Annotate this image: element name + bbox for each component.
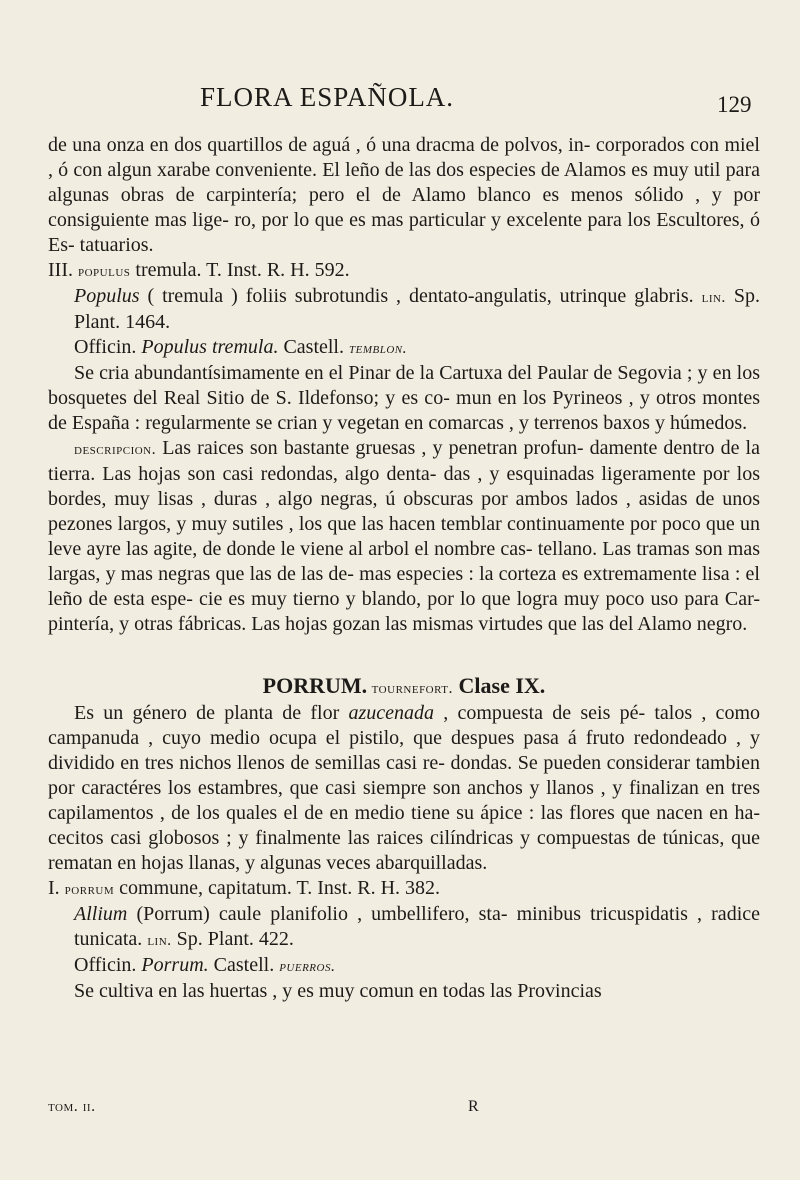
- description-label: descripcion.: [74, 441, 157, 458]
- officin-name: Populus tremula.: [141, 336, 279, 358]
- species-1-heading: [48, 876, 760, 902]
- species-epithet: tremula. T. Inst. R. H. 592.: [130, 259, 350, 281]
- page-footer: [48, 1098, 760, 1116]
- genus-text-part2: , compuesta de seis pé- talos , como campanuda , cuyo medio ocupa el pistilo, que despues pasa á fruto redondeado , y dividido en tres nichos llenos de semillas casi re- dondas. Se pueden considerar tambien por caractéres los estambres, que casi siempre son anchos y llanos , y finalizan en tres capilamentos , de los quales el de en medio tiene su ápice : las flores que nacen en ha- cecitos casi globosos ; y finalmente las raices cilíndricas y compuestas de túnicas, que rematan en hojas llanas, y algunas veces abarquilladas.: [48, 702, 760, 874]
- linnaeus-reference: Sp. Plant. 422.: [171, 928, 294, 950]
- species-1-habitat: Se cultiva en las huertas , y es muy comun en todas las Provincias: [74, 980, 602, 1002]
- page-body: [48, 133, 760, 1004]
- intro-paragraph: de una onza en dos quartillos de aguá , ó una dracma de polvos, in- corporados con miel , ó con algun xarabe conveniente. El leño de las dos especies de Alamos es muy util para algunas obras de carpintería; pero el de Alamo blanco es menos sólido , y por consiguiente mas lige- ro, por lo que es mas particular y excelente para los Escultores, ó Es- tatuarios.: [48, 134, 760, 256]
- linnaeus-reference: Sp. Plant. 1464.: [74, 285, 760, 333]
- genus-description: [48, 701, 760, 876]
- species-numeral: I.: [48, 877, 60, 899]
- species-numeral: III.: [48, 259, 73, 281]
- officin-label: Officin.: [74, 336, 142, 358]
- section-heading: [48, 673, 760, 701]
- section-class: Clase IX.: [453, 673, 546, 698]
- species-3-officinal: [48, 335, 760, 361]
- genus-text-part1: Es un género de planta de flor: [74, 702, 349, 724]
- linnaeus-abbrev: lin.: [701, 289, 726, 306]
- vernacular-name: temblon.: [348, 340, 408, 357]
- latin-description: ( tremula ) foliis subrotundis , dentato-angulatis, utrinque glabris.: [139, 285, 702, 307]
- running-header: FLORA ESPAÑOLA.: [200, 82, 455, 112]
- species-1-latin-description: [48, 902, 760, 953]
- latin-description: (Porrum) caule planifolio , umbellifero, sta- minibus tricuspidatis , radice tunicata.: [74, 903, 760, 950]
- species-genus: populus: [77, 263, 131, 280]
- description-text: Las raices son bastante gruesas , y penetran profun- damente dentro de la tierra. Las hojas son casi redondas, algo denta- das , y esquinadas ligeramente por los bordes, muy lisas , duras , algo negras, ú obscuras por ambos lados , asidas de unos pezones largos, y muy sutiles , los que las hacen temblar continuamente por poco que un leve ayre las agite, de donde le viene al arbol el nombre cas- tellano. Las tramas son mas largas, y mas negras que las de las de- mas especies : la corteza es extremamente lisa : el leño de esta espe- cie es muy tierno y blando, por lo que logra muy poco uso para Car- pintería, y otras fábricas. Las hojas gozan las mismas virtudes que las del Alamo negro.: [48, 437, 760, 635]
- species-3-description: [48, 436, 760, 637]
- species-3-heading: [48, 258, 760, 284]
- page-number: 129: [717, 92, 752, 117]
- officin-name: Porrum.: [141, 954, 209, 976]
- flower-type: azucenada: [348, 702, 435, 724]
- species-3-habitat: Se cria abundantísimamente en el Pinar de la Cartuxa del Paular de Segovia ; y en los bosquetes del Real Sitio de S. Ildefonso; y es co- mun en los Pyrineos , y otros montes de España : regularmente se crian y vegetan en comarcas , y terrenos baxos y húmedos.: [48, 362, 760, 434]
- castell-label: Castell.: [278, 336, 349, 358]
- species-3-latin-description: [48, 284, 760, 335]
- species-1-officinal: [48, 953, 760, 979]
- section-spacer: [48, 637, 760, 673]
- latin-name: Allium: [74, 903, 128, 925]
- section-genus-title: PORRUM.: [262, 673, 368, 698]
- officin-label: Officin.: [74, 954, 142, 976]
- castell-label: Castell.: [208, 954, 280, 976]
- species-genus: porrum: [64, 881, 115, 898]
- linnaeus-abbrev: lin.: [147, 932, 172, 949]
- signature-mark: R: [468, 1098, 480, 1115]
- species-epithet: commune, capitatum. T. Inst. R. H. 382.: [114, 877, 441, 899]
- vernacular-name: puerros.: [279, 958, 336, 975]
- section-author: tournefort.: [367, 680, 454, 697]
- latin-name: Populus: [74, 285, 140, 307]
- volume-mark: tom. ii.: [48, 1098, 96, 1115]
